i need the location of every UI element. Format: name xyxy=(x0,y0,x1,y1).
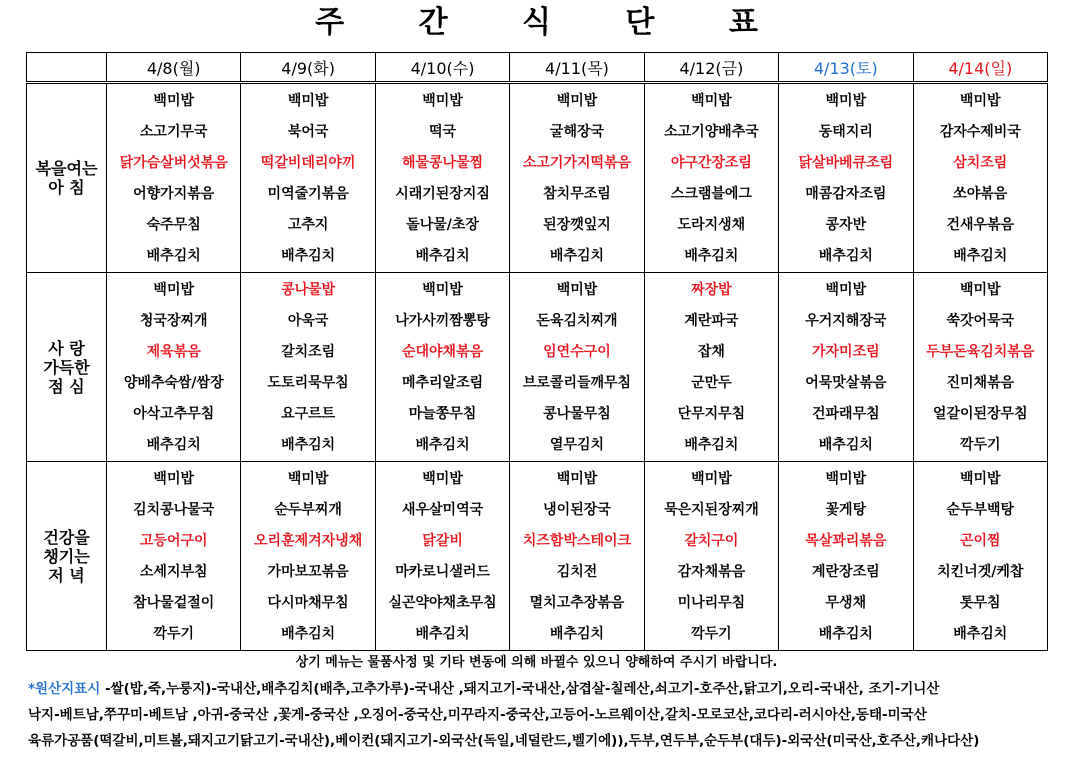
menu-item: 백미밥 xyxy=(287,93,329,109)
menu-cell xyxy=(644,462,778,651)
menu-item: 동태지리 xyxy=(818,124,873,140)
weekly-menu-table xyxy=(26,52,1048,651)
menu-list xyxy=(779,462,912,650)
menu-item-main: 곤이찜 xyxy=(959,533,1001,549)
menu-item-main: 가자미조림 xyxy=(812,344,880,360)
menu-cell xyxy=(779,462,913,651)
menu-item-main: 제육볶음 xyxy=(146,344,201,360)
menu-item: 백미밥 xyxy=(422,471,463,487)
menu-list xyxy=(107,273,240,461)
meal-label xyxy=(27,462,107,651)
menu-item: 배추김치 xyxy=(415,437,470,453)
menu-cell xyxy=(375,273,509,462)
menu-cell xyxy=(510,462,644,651)
menu-item: 백미밥 xyxy=(691,471,732,487)
menu-item-main: 순대야채볶음 xyxy=(401,344,484,360)
menu-cell xyxy=(107,462,241,651)
menu-item: 요구르트 xyxy=(281,406,336,422)
menu-item: 다시마채무침 xyxy=(267,595,349,611)
menu-item: 감자채볶음 xyxy=(677,564,746,580)
menu-item: 백미밥 xyxy=(691,93,732,109)
meal-label xyxy=(27,273,107,462)
menu-item: 스크램블에그 xyxy=(670,186,752,202)
menu-item: 배추김치 xyxy=(146,437,201,453)
menu-item: 건파래무침 xyxy=(812,406,880,422)
menu-list xyxy=(645,273,778,461)
menu-item: 아욱국 xyxy=(287,313,329,329)
meal-row-2 xyxy=(27,273,1048,462)
menu-list xyxy=(779,84,912,272)
menu-cell xyxy=(644,83,778,273)
header-corner-cell xyxy=(27,53,107,83)
menu-item: 톳무침 xyxy=(959,595,1001,611)
menu-cell xyxy=(779,273,913,462)
meal-label-line: 저 녁 xyxy=(48,565,85,585)
menu-item: 미역줄기볶음 xyxy=(267,186,349,202)
meal-row-3 xyxy=(27,462,1048,651)
menu-item-main: 삼치조림 xyxy=(953,155,1008,171)
menu-body xyxy=(27,83,1048,651)
menu-item: 계란파국 xyxy=(684,313,739,329)
menu-cell xyxy=(375,462,509,651)
menu-item: 김치전 xyxy=(556,564,598,580)
menu-item: 갈치조림 xyxy=(281,344,336,360)
menu-list xyxy=(376,462,509,650)
menu-item-main: 목살꽈리볶음 xyxy=(805,533,887,549)
meal-label xyxy=(27,83,107,273)
menu-item: 콩자반 xyxy=(825,217,867,233)
menu-item: 단무지무침 xyxy=(677,406,746,422)
menu-list xyxy=(510,462,643,650)
menu-item: 군만두 xyxy=(691,375,732,391)
menu-cell xyxy=(107,273,241,462)
menu-item-main: 치즈함박스테이크 xyxy=(522,533,632,549)
menu-item: 배추김치 xyxy=(953,626,1008,642)
menu-item: 매콤감자조림 xyxy=(805,186,887,202)
menu-item: 북어국 xyxy=(287,124,329,140)
menu-list xyxy=(107,462,240,650)
menu-item: 깍두기 xyxy=(959,437,1001,453)
menu-item-main: 두부돈육김치볶음 xyxy=(926,344,1035,360)
menu-item: 건새우볶음 xyxy=(946,217,1015,233)
menu-item: 시래기된장지짐 xyxy=(395,186,490,202)
day-header-6: 4/13(토) xyxy=(779,53,913,83)
menu-item: 나가사끼짬뽕탕 xyxy=(395,313,490,329)
menu-item: 백미밥 xyxy=(825,282,867,298)
menu-list xyxy=(107,84,240,272)
menu-item: 백미밥 xyxy=(556,93,598,109)
menu-item: 쏘야볶음 xyxy=(953,186,1008,202)
menu-list xyxy=(241,273,374,461)
origin-label: *원산지표시 xyxy=(28,681,101,697)
meal-label-line: 사 랑 xyxy=(48,338,85,358)
menu-cell xyxy=(107,83,241,273)
menu-item: 배추김치 xyxy=(415,626,470,642)
menu-item: 배추김치 xyxy=(953,248,1008,264)
menu-item: 깍두기 xyxy=(153,626,194,642)
menu-item: 감자수제비국 xyxy=(939,124,1021,140)
meal-label-line: 아 침 xyxy=(48,178,85,197)
menu-item-main: 닭살바베큐조림 xyxy=(798,155,894,171)
menu-change-notice: 상기 메뉴는 물품사정 및 기타 변동에 의해 바뀔수 있으니 양해하여 주시기 바랍니다. xyxy=(295,655,778,670)
menu-item: 냉이된장국 xyxy=(543,502,611,518)
menu-item: 어묵맛살볶음 xyxy=(805,375,887,391)
meal-row-1 xyxy=(27,83,1048,273)
menu-item: 계란장조림 xyxy=(812,564,880,580)
menu-item-main: 오리훈제겨자냉채 xyxy=(254,533,363,549)
menu-item: 백미밥 xyxy=(825,93,867,109)
menu-item-main: 해물콩나물찜 xyxy=(401,155,484,171)
menu-cell xyxy=(241,83,375,273)
menu-item-main: 갈치구이 xyxy=(684,533,739,549)
meal-label-line: 건강을 xyxy=(43,527,90,547)
menu-item: 백미밥 xyxy=(422,282,463,298)
menu-item: 참치무조림 xyxy=(543,186,611,202)
day-header-2: 4/9(화) xyxy=(241,53,375,83)
menu-item: 배추김치 xyxy=(818,626,873,642)
menu-item: 돌나물/초장 xyxy=(406,217,479,233)
menu-item: 순두부찌개 xyxy=(274,502,342,518)
menu-item: 백미밥 xyxy=(287,471,329,487)
menu-item: 꽃게탕 xyxy=(825,502,867,518)
menu-item: 배추김치 xyxy=(549,626,605,642)
menu-item: 진미채볶음 xyxy=(946,375,1015,391)
menu-list xyxy=(241,84,374,272)
menu-item: 청국장찌개 xyxy=(139,313,208,329)
menu-cell xyxy=(510,273,644,462)
menu-item: 백미밥 xyxy=(959,471,1001,487)
menu-cell xyxy=(644,273,778,462)
menu-item: 어향가지볶음 xyxy=(133,186,215,202)
menu-item: 백미밥 xyxy=(153,93,194,109)
menu-item: 소세지부침 xyxy=(139,564,208,580)
menu-item: 잡채 xyxy=(697,344,725,360)
menu-item: 묵은지된장찌개 xyxy=(664,502,759,518)
menu-item: 숙주무침 xyxy=(146,217,201,233)
meal-label-line: 점 심 xyxy=(48,376,85,396)
page-title: 주 간 식 단 표 xyxy=(315,5,790,40)
origin-line-2: 낙지-베트남,쭈꾸미-베트남 ,아귀-중국산 ,꽃게-중국산 ,오징어-중국산,미꾸라지-중국산,고등어-노르웨이산,갈치-모로코산,코다리-러시아산,동태-미국산 xyxy=(28,707,927,723)
menu-list xyxy=(376,84,509,272)
menu-cell xyxy=(913,273,1047,462)
menu-item: 백미밥 xyxy=(556,471,598,487)
menu-item: 양배추숙쌈/쌈장 xyxy=(123,375,224,391)
menu-item: 백미밥 xyxy=(825,471,867,487)
menu-item: 열무김치 xyxy=(549,437,605,453)
menu-item: 미나리무침 xyxy=(677,595,746,611)
menu-cell xyxy=(779,83,913,273)
menu-list xyxy=(645,462,778,650)
menu-list xyxy=(241,462,374,650)
menu-item: 소고기양배추국 xyxy=(664,124,759,140)
menu-item: 순두부백탕 xyxy=(946,502,1015,518)
menu-item: 무생채 xyxy=(825,595,867,611)
menu-item-main: 고등어구이 xyxy=(139,533,208,549)
menu-item: 배추김치 xyxy=(684,437,739,453)
menu-item: 굴해장국 xyxy=(549,124,605,140)
day-header-row xyxy=(27,53,1048,83)
menu-item: 새우살미역국 xyxy=(401,502,484,518)
menu-list xyxy=(914,84,1047,272)
menu-item: 백미밥 xyxy=(153,282,194,298)
menu-item: 브로콜리들깨무침 xyxy=(522,375,632,391)
menu-item-main: 콩나물밥 xyxy=(281,282,336,298)
menu-list xyxy=(510,273,643,461)
menu-item: 얼갈이된장무침 xyxy=(932,406,1028,422)
menu-item: 멸치고추장볶음 xyxy=(529,595,625,611)
menu-item-main: 야구간장조림 xyxy=(670,155,752,171)
origin-line-1 xyxy=(28,676,1058,702)
menu-item: 마카로니샐러드 xyxy=(395,564,490,580)
menu-cell xyxy=(241,462,375,651)
menu-item: 백미밥 xyxy=(153,471,194,487)
menu-item: 된장깻잎지 xyxy=(543,217,611,233)
menu-item: 백미밥 xyxy=(959,282,1001,298)
day-header-1: 4/8(월) xyxy=(107,53,241,83)
menu-item: 가마보꼬볶음 xyxy=(267,564,349,580)
origin-text-1: -쌀(밥,죽,누룽지)-국내산,배추김치(배추,고추가루)-국내산 ,돼지고기-국내산,삼겹살-칠레산,쇠고기-호주산,닭고기,오리-국내산, 조기-기니산 xyxy=(100,681,940,697)
meal-label-line: 복을여는 xyxy=(35,159,98,178)
day-header-4: 4/11(목) xyxy=(510,53,644,83)
meal-label-line: 가득한 xyxy=(43,357,90,377)
menu-item: 고추지 xyxy=(287,217,329,233)
menu-list xyxy=(914,273,1047,461)
day-header-5: 4/12(금) xyxy=(644,53,778,83)
menu-item-main: 떡갈비데리야끼 xyxy=(260,155,356,171)
menu-item-main: 소고기가지떡볶음 xyxy=(522,155,632,171)
menu-cell xyxy=(375,83,509,273)
menu-item-main: 닭가슴살버섯볶음 xyxy=(119,155,228,171)
menu-item: 백미밥 xyxy=(959,93,1001,109)
menu-item: 돈육김치찌개 xyxy=(536,313,618,329)
origin-line-3: 육류가공품(떡갈비,미트볼,돼지고기닭고기-국내산),베이컨(돼지고기-외국산(독일,네덜란드,벨기에)),두부,연두부,순두부(대두)-외국산(미국산,호주산,캐나다산) xyxy=(28,733,980,749)
menu-item: 쑥갓어묵국 xyxy=(946,313,1015,329)
menu-list xyxy=(779,273,912,461)
menu-item: 도라지생채 xyxy=(677,217,746,233)
menu-item: 배추김치 xyxy=(146,248,201,264)
menu-item: 떡국 xyxy=(429,124,457,140)
menu-item: 배추김치 xyxy=(281,437,336,453)
origin-info xyxy=(28,676,1058,754)
menu-item: 아삭고추무침 xyxy=(133,406,215,422)
menu-cell xyxy=(913,462,1047,651)
menu-item: 김치콩나물국 xyxy=(133,502,215,518)
menu-cell xyxy=(241,273,375,462)
menu-item: 치킨너겟/케찹 xyxy=(937,564,1024,580)
menu-item: 깍두기 xyxy=(691,626,732,642)
menu-item: 배추김치 xyxy=(281,248,336,264)
menu-list xyxy=(645,84,778,272)
menu-item: 참나물겉절이 xyxy=(133,595,215,611)
menu-item-main: 임연수구이 xyxy=(543,344,611,360)
menu-item: 배추김치 xyxy=(415,248,470,264)
menu-item: 우거지해장국 xyxy=(805,313,887,329)
menu-list xyxy=(376,273,509,461)
menu-item: 배추김치 xyxy=(281,626,336,642)
menu-item-main: 짜장밥 xyxy=(691,282,732,298)
menu-item: 배추김치 xyxy=(549,248,605,264)
menu-item: 백미밥 xyxy=(422,93,463,109)
menu-cell xyxy=(913,83,1047,273)
menu-item: 실곤약야채초무침 xyxy=(388,595,497,611)
menu-list xyxy=(510,84,643,272)
menu-item: 마늘쫑무침 xyxy=(408,406,477,422)
menu-cell xyxy=(510,83,644,273)
menu-item: 콩나물무침 xyxy=(543,406,611,422)
menu-item: 도토리묵무침 xyxy=(267,375,349,391)
meal-label-line: 챙기는 xyxy=(43,546,90,566)
menu-item: 배추김치 xyxy=(818,248,873,264)
menu-item: 소고기무국 xyxy=(139,124,208,140)
menu-item: 백미밥 xyxy=(556,282,598,298)
menu-item: 메추리알조림 xyxy=(401,375,484,391)
menu-item: 배추김치 xyxy=(684,248,739,264)
day-header-7: 4/14(일) xyxy=(913,53,1047,83)
menu-item-main: 닭갈비 xyxy=(422,533,463,549)
menu-list xyxy=(914,462,1047,650)
day-header-3: 4/10(수) xyxy=(375,53,509,83)
menu-item: 배추김치 xyxy=(818,437,873,453)
